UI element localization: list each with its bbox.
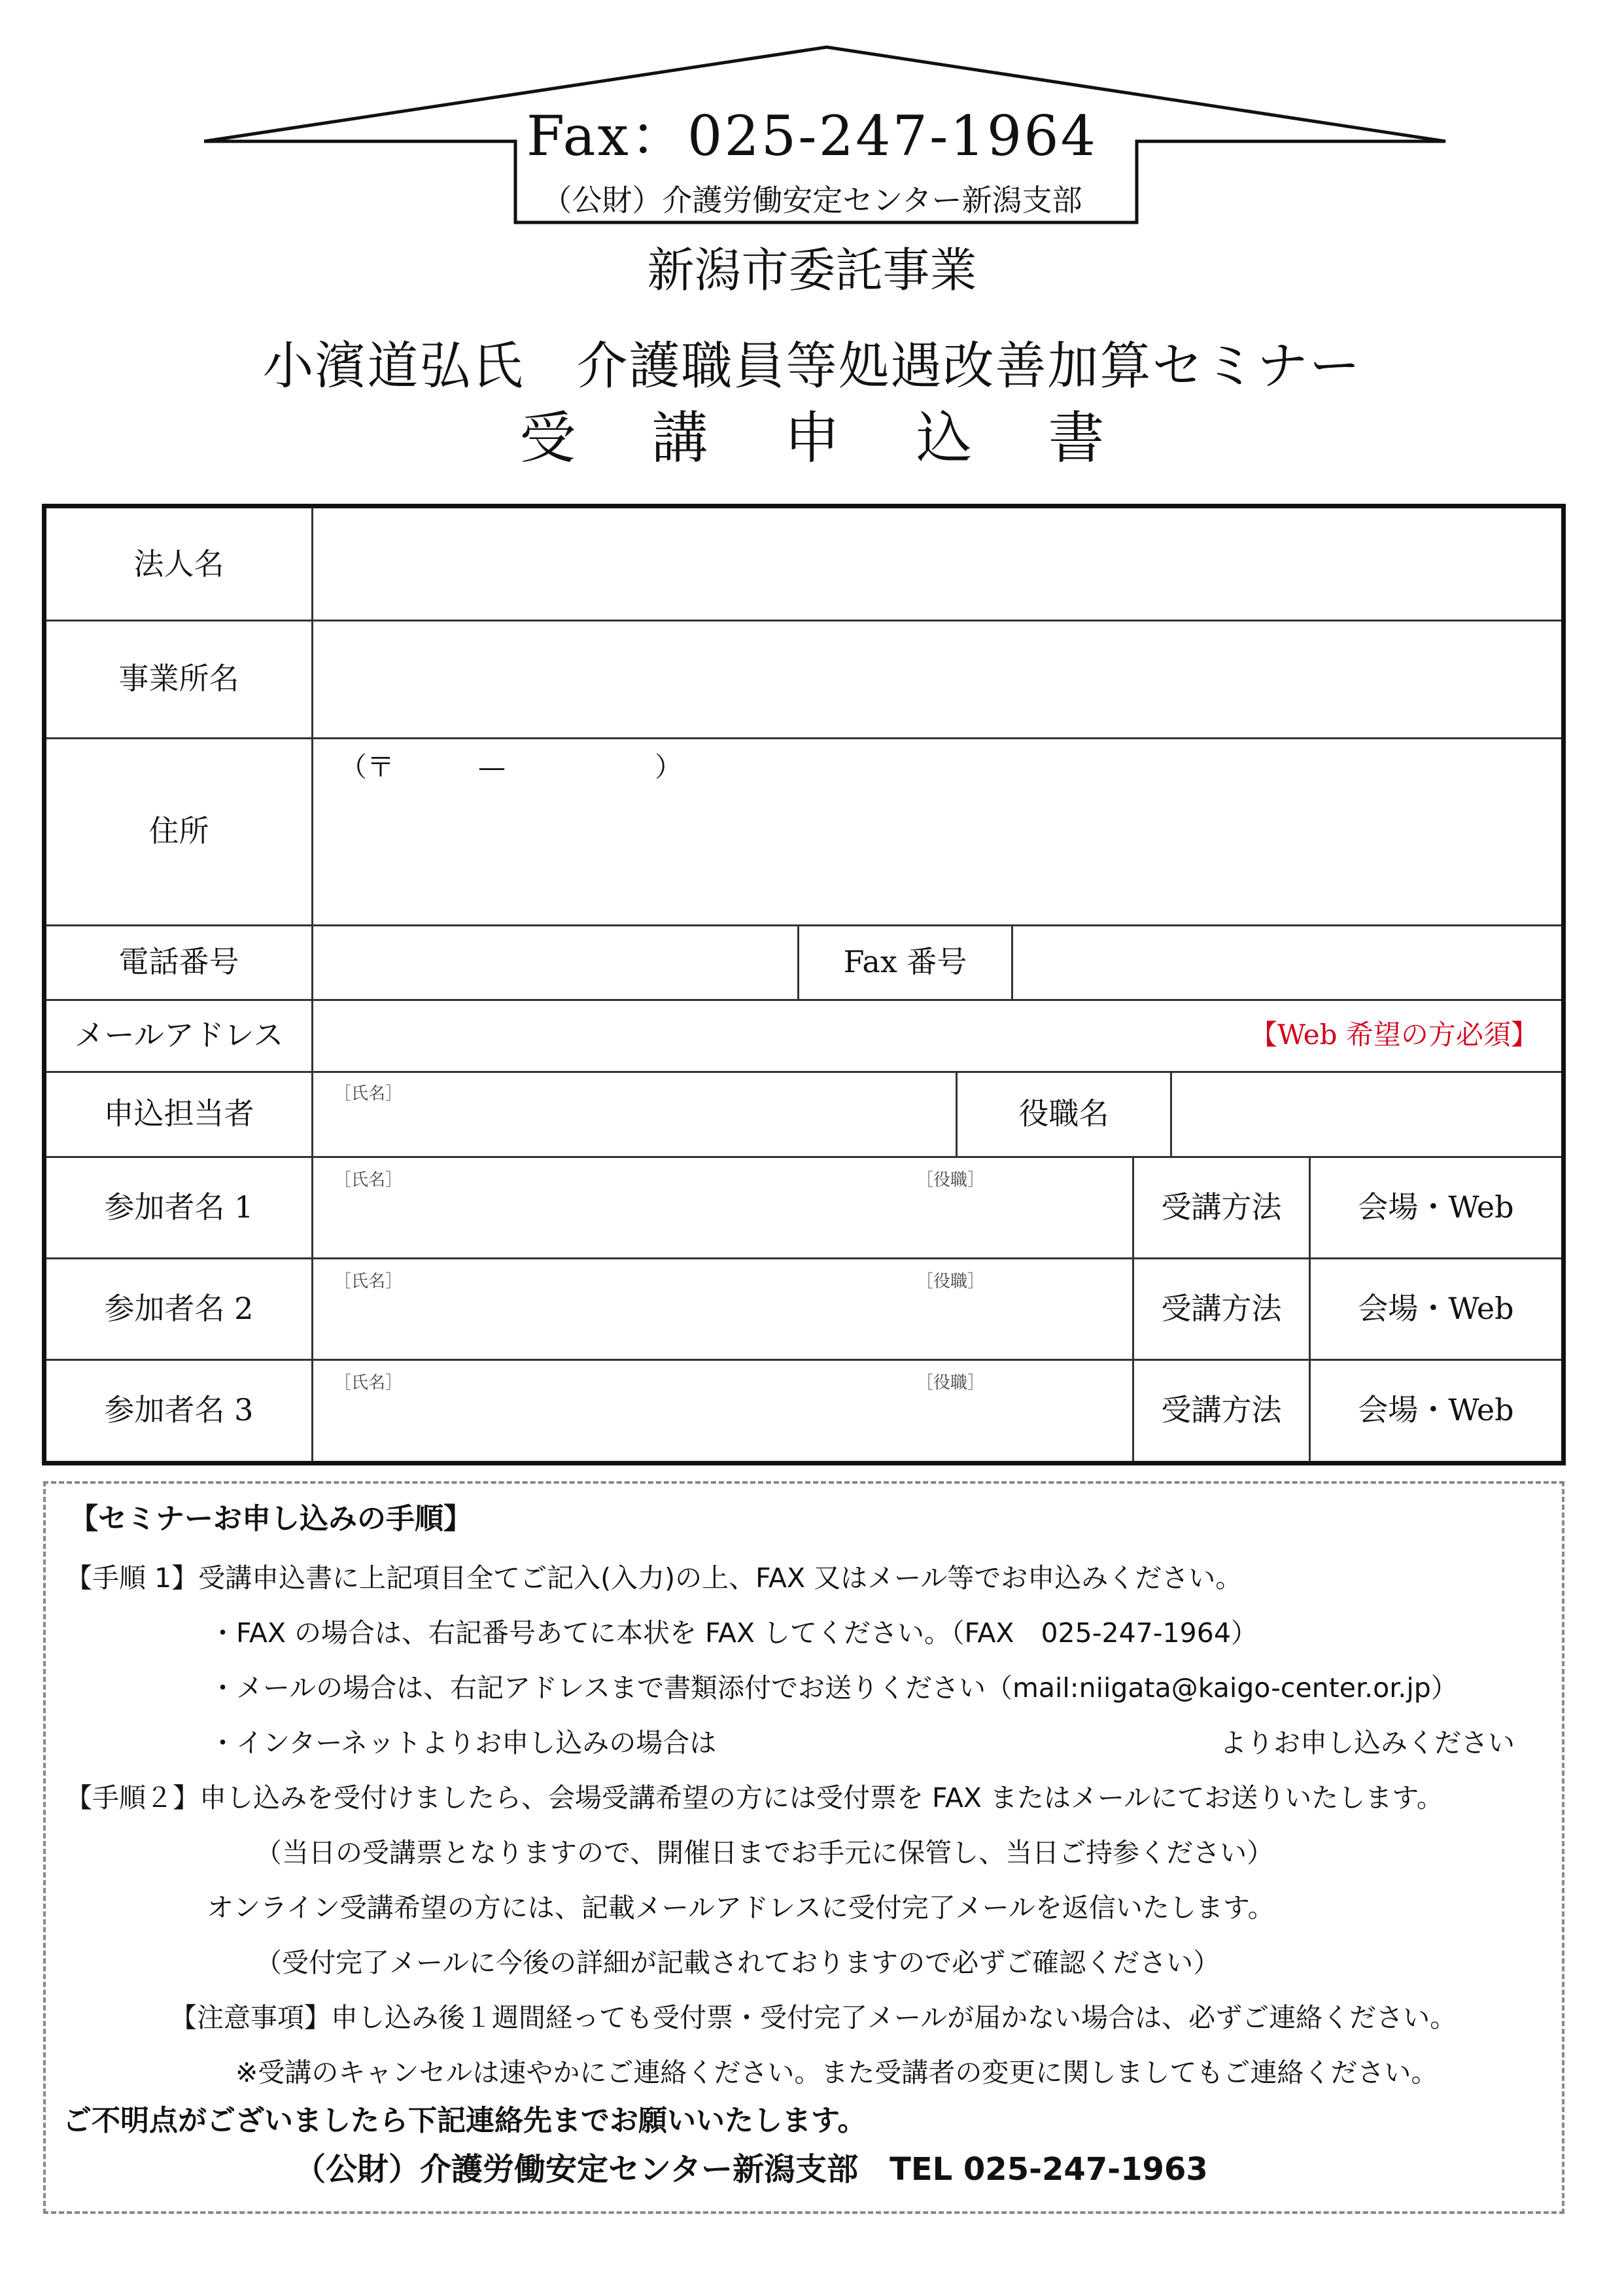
form-title-char: 講 [651,406,708,471]
participant-1-field[interactable] [313,1158,1132,1257]
participant-2-label: 参加者名 2 [104,1291,254,1326]
cancel-text: ※受講のキャンセルは速やかにご連絡ください。また受講者の変更に関しましてもご連絡ください。 [235,2057,1438,2088]
method-label-1: 受講方法 [1161,1189,1282,1225]
name-tag: ［氏名］ [334,1084,403,1104]
step2-online-text: オンライン受講希望の方には、記載メールアドレスに受付完了メールを返信いたします。 [207,1892,1275,1923]
method-label-3: 受講方法 [1161,1392,1282,1428]
step2-text: 【手順２】申し込みを受付けましたら、会場受講希望の方には受付票を FAX またはメールにてお送りいたします。 [65,1782,1443,1813]
application-form-table [42,504,1566,1465]
instructions-heading: 【セミナーお申し込みの手順】 [69,1502,472,1535]
applicant-title-field[interactable] [1172,1073,1561,1156]
participant-3-field[interactable] [313,1361,1132,1461]
participant-1-label: 参加者名 1 [104,1189,254,1225]
fax-number-title: Fax：025-247-1964 [526,104,1098,168]
organization-name: （公財）介護労働安定センター新潟支部 [542,183,1082,218]
applicant-name-field[interactable] [313,1073,956,1156]
phone-label: 電話番号 [118,944,239,979]
contact-intro: ご不明点がございましたら下記連絡先までお願いいたします。 [63,2104,867,2137]
caution-text: 【注意事項】申し込み後１週間経っても受付票・受付完了メールが届かない場合は、必ずご連絡ください。 [170,2002,1457,2033]
method-options-3[interactable]: 会場・Web [1358,1392,1514,1428]
participant-2-field[interactable] [313,1259,1132,1359]
step1-web-text: ・インターネットよりお申し込みの場合は [209,1727,717,1759]
corp-name-field[interactable] [313,508,1561,620]
form-title-char: 申 [784,406,840,471]
form-title-char: 込 [916,406,973,471]
method-label-2: 受講方法 [1161,1291,1282,1326]
step2-online-note: （受付完了メールに今後の詳細が記載されておりますので必ずご確認ください） [255,1947,1220,1978]
step1-web-tail: よりお申し込みください [1220,1727,1515,1759]
office-name-field[interactable] [313,622,1561,737]
method-options-2[interactable]: 会場・Web [1358,1291,1514,1326]
form-title-char: 書 [1048,406,1105,471]
job-title-label: 役職名 [1018,1096,1109,1131]
applicant-label: 申込担当者 [103,1096,254,1131]
web-required-note: 【Web 希望の方必須】 [1250,1019,1538,1051]
method-options-1[interactable]: 会場・Web [1358,1189,1514,1225]
step1-fax-text: ・FAX の場合は、右記番号あてに本状を FAX してください。（FAX 025-247-1964） [209,1617,1258,1649]
name-tag: ［氏名］ [334,1373,403,1393]
step1-text: 【手順 1】受講申込書に上記項目全てご記入(入力)の上、FAX 又はメール等でお申込みください。 [65,1562,1243,1594]
email-label: メールアドレス [74,1017,284,1053]
postal-close: ） [655,751,683,783]
step1-mail-text: ・メールの場合は、右記アドレスまで書類添付でお送りください（mail:niigata@kaigo-center.or.jp） [209,1672,1458,1704]
postal-open: （〒 [339,751,395,783]
form-title [0,406,1624,471]
role-tag: ［役職］ [916,1170,985,1190]
form-title-char: 受 [519,406,576,471]
address-label: 住所 [148,813,209,849]
name-tag: ［氏名］ [334,1272,403,1291]
instructions-box [43,1481,1564,2214]
office-name-label: 事業所名 [118,661,239,696]
commission-label: 新潟市委託事業 [647,243,977,298]
fax-number-label: Fax 番号 [843,944,967,979]
contact-info: （公財）介護労働安定センター新潟支部 TEL 025-247-1963 [294,2151,1208,2188]
step2-note: （当日の受講票となりますので、開催日までお手元に保管し、当日ご持参ください） [255,1837,1274,1868]
phone-field[interactable] [313,926,797,999]
name-tag: ［氏名］ [334,1170,403,1190]
corp-name-label: 法人名 [133,546,224,582]
seminar-title: 小濱道弘氏 介護職員等処遇改善加算セミナー [262,337,1362,396]
postal-dash: — [478,751,506,783]
role-tag: ［役職］ [916,1272,985,1291]
fax-field[interactable] [1013,926,1561,999]
role-tag: ［役職］ [916,1373,985,1393]
participant-3-label: 参加者名 3 [104,1392,254,1428]
